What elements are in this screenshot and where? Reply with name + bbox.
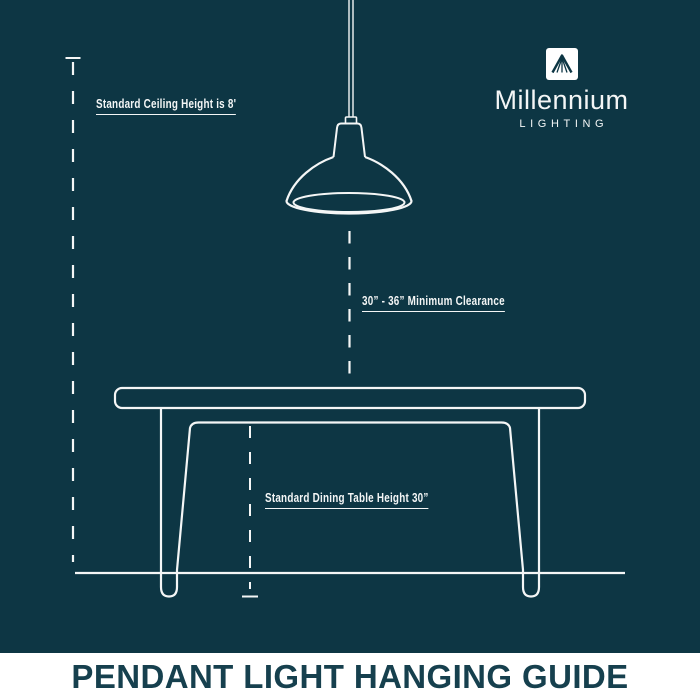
pendant-cord	[349, 0, 353, 117]
clearance-label: 30” - 36” Minimum Clearance	[362, 294, 505, 312]
ceiling-height-label: Standard Ceiling Height is 8'	[96, 97, 236, 115]
brand-subname: LIGHTING	[519, 118, 609, 130]
table-height-label: Standard Dining Table Height 30”	[265, 491, 429, 509]
brand-logo	[491, 48, 632, 130]
pendant-rim	[294, 193, 405, 212]
table-top	[115, 388, 585, 408]
brand-name: Millennium	[494, 85, 629, 115]
mountain-monogram-icon	[546, 48, 578, 80]
pendant-shade	[287, 157, 412, 214]
pendant-neck	[334, 124, 366, 158]
page-title: PENDANT LIGHT HANGING GUIDE	[71, 658, 629, 695]
footer-banner	[0, 653, 700, 700]
